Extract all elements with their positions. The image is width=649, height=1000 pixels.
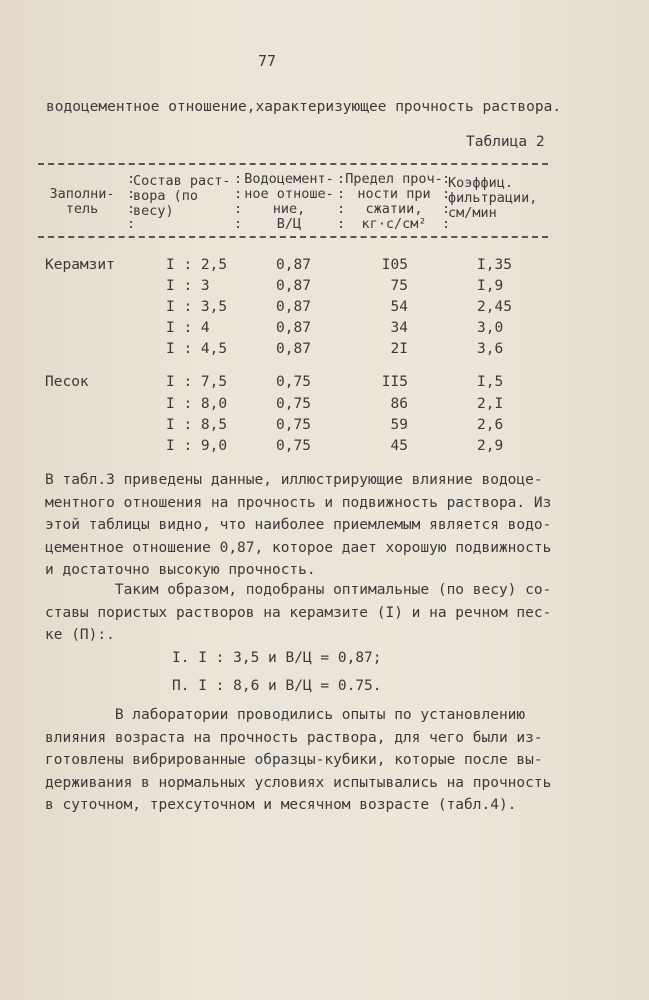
header-wc-ratio: Водоцемент- ное отноше- ние, В/Ц [244,171,334,232]
group-filler: Керамзит [45,257,115,273]
cell-composition: I : 3 [166,278,210,294]
group-filler: Песок [45,374,89,390]
cell-filtration: 3,0 [477,320,504,336]
cell-wc: 0,87 [276,278,311,294]
header-divider: : : : : [337,171,346,232]
table-top-rule [38,163,548,165]
cell-filtration: I,35 [477,257,512,273]
header-strength: Предел проч- ности при сжатии, кг·с/см² [345,171,443,232]
cell-strength: 86 [390,396,408,412]
cell-wc: 0,75 [276,438,311,454]
cell-strength: 45 [390,438,408,454]
cell-wc: 0,87 [276,257,311,273]
header-filtration: Коэффиц. фильтрации, см/мин [448,175,538,221]
cell-filtration: I,5 [477,374,504,390]
cell-wc: 0,75 [276,374,311,390]
header-divider: : : : : [234,171,243,232]
cell-composition: I : 9,0 [166,438,228,454]
cell-strength: II5 [381,374,408,390]
paragraph-2: Таким образом, подобраны оптимальные (по весу) со- ставы пористых растворов на керамзите (I) и на речном пес- ке (П):. [45,582,552,643]
table-title: Таблица 2 [466,134,545,150]
cell-wc: 0,87 [276,320,311,336]
paragraph-1: В табл.3 приведены данные, иллюстрирующие влияние водоце- ментного отношения на прочность и подвижность раствора. Из этой таблицы видно, что наиболее приемлемым является водо- цементное отношение 0,87, которое дает хорошую подвижность и достаточно высокую прочность. [45,472,552,578]
cell-filtration: 2,I [477,396,504,412]
cell-wc: 0,87 [276,299,311,315]
cell-strength: I05 [381,257,408,273]
cell-wc: 0,75 [276,417,311,433]
table-header-rule [38,236,548,238]
cell-strength: 75 [390,278,408,294]
cell-filtration: 2,6 [477,417,504,433]
paragraph-3: В лаборатории проводились опыты по установлению влияния возраста на прочность раствора, для чего были из- готовлены вибрированные образцы-кубики, которые после вы- держивания в нормальных условиях испытывались на прочность в суточном, трехсуточном и месячном возрасте (табл.4). [45,707,552,813]
cell-composition: I : 7,5 [166,374,228,390]
header-divider: : : : : [127,171,136,232]
cell-filtration: 2,9 [477,438,504,454]
header-composition: Состав раст- вора (по весу) [133,173,231,219]
cell-composition: I : 8,0 [166,396,228,412]
cell-composition: I : 2,5 [166,257,228,273]
cell-filtration: I,9 [477,278,504,294]
formula-2: П. I : 8,6 и В/Ц = 0.75. [172,678,382,694]
cell-strength: 34 [390,320,408,336]
cell-strength: 2I [390,341,408,357]
cell-composition: I : 8,5 [166,417,228,433]
formula-1: I. I : 3,5 и В/Ц = 0,87; [172,650,382,666]
cell-wc: 0,75 [276,396,311,412]
cell-wc: 0,87 [276,341,311,357]
page-number: 77 [258,52,277,70]
intro-line: водоцементное отношение,характеризующее прочность раствора. [46,99,562,115]
header-filler: Заполни- тель [49,186,115,217]
cell-composition: I : 4 [166,320,210,336]
cell-composition: I : 4,5 [166,341,228,357]
cell-composition: I : 3,5 [166,299,228,315]
cell-filtration: 3,6 [477,341,504,357]
cell-filtration: 2,45 [477,299,512,315]
header-divider: : : : : [442,171,451,232]
cell-strength: 59 [390,417,408,433]
cell-strength: 54 [390,299,408,315]
